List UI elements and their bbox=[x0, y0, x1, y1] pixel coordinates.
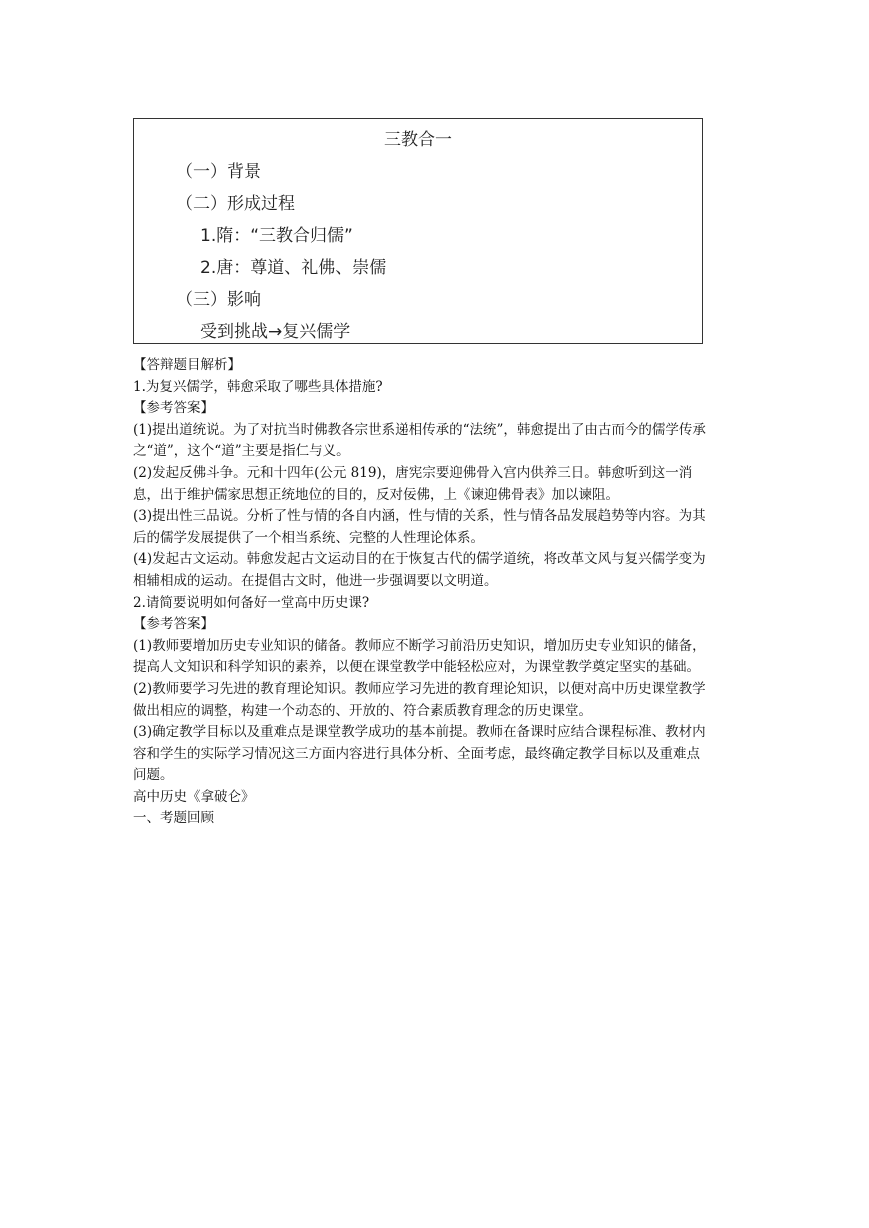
q1-answer-3: (3)提出性三品说。分析了性与情的各自内涵，性与情的关系，性与情各品发展趋势等内容。为其后的儒学发展提供了一个相当系统、完整的人性理论体系。 bbox=[133, 508, 706, 546]
answer-label-2: 【参考答案】 bbox=[133, 616, 214, 633]
board-line-sui: 1.隋：“三教合归儒” bbox=[200, 226, 353, 246]
q1-answer-4: (4)发起古文运动。韩愈发起古文运动目的在于恢复古代的儒学道统，将改革文风与复兴儒学变为相辅相成的运动。在提倡古文时，他进一步强调要以文明道。 bbox=[133, 551, 706, 589]
answer-label-1: 【参考答案】 bbox=[133, 400, 214, 417]
board-line-formation: （二）形成过程 bbox=[176, 194, 295, 214]
board-line-influence: （三）影响 bbox=[176, 290, 261, 310]
q1-answer-1: (1)提出道统说。为了对抗当时佛教各宗世系递相传承的“法统”，韩愈提出了由古而今的儒学传承之“道”，这个“道”主要是指仁与义。 bbox=[133, 421, 706, 460]
board-line-background: （一）背景 bbox=[176, 162, 261, 182]
q2-answer-2: (2)教师要学习先进的教育理论知识。教师应学习先进的教育理论知识，以便对高中历史课堂教学做出相应的调整，构建一个动态的、开放的、符合素质教育理念的历史课堂。 bbox=[133, 680, 706, 719]
q1-answer-2: (2)发起反佛斗争。元和十四年(公元 819)，唐宪宗要迎佛骨入宫内供养三日。韩愈听到这一消息，出于维护儒家思想正统地位的目的，反对佞佛，上《谏迎佛骨表》加以谏阻。 bbox=[133, 464, 693, 503]
section-heading: 【答辩题目解析】 bbox=[133, 357, 241, 373]
q2-answer-1: (1)教师要增加历史专业知识的储备。教师应不断学习前沿历史知识，增加历史专业知识的储备，提高人文知识和科学知识的素养，以便在课堂教学中能轻松应对，为课堂教学奠定坚实的基础。 bbox=[133, 637, 706, 676]
board-line-tang: 2.唐：尊道、礼佛、崇儒 bbox=[200, 258, 387, 278]
question-1: 1.为复兴儒学，韩愈采取了哪些具体措施? bbox=[133, 378, 383, 395]
next-lesson-title: 高中历史《拿破仑》 bbox=[133, 788, 255, 805]
board-title: 三教合一 bbox=[384, 130, 452, 150]
document-body bbox=[133, 355, 711, 830]
next-section-heading: 一、考题回顾 bbox=[133, 810, 214, 827]
q2-answer-3: (3)确定教学目标以及重难点是课堂教学成功的基本前提。教师在备课时应结合课程标准、教材内容和学生的实际学习情况这三方面内容进行具体分析、全面考虑，最终确定教学目标以及重难点问题。 bbox=[133, 724, 706, 784]
question-2: 2.请简要说明如何备好一堂高中历史课? bbox=[133, 594, 370, 611]
blackboard-outline-box bbox=[133, 118, 703, 344]
board-line-revival: 受到挑战→复兴儒学 bbox=[200, 322, 351, 342]
